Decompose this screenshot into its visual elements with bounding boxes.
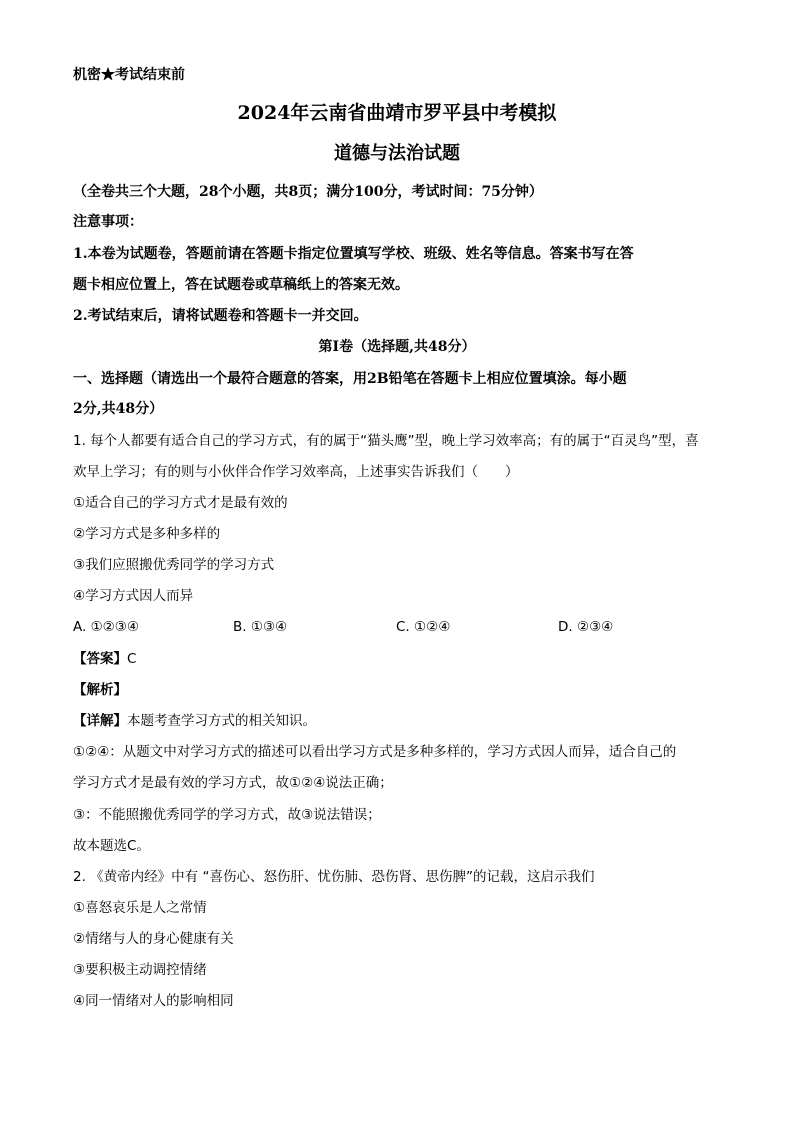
q1-analysis-tag: 【解析】 — [73, 682, 127, 698]
page-title: 2024年云南省曲靖市罗平县中考模拟 — [237, 102, 557, 124]
q1-explanation-1-line-1: ①②④：从题文中对学习方式的描述可以看出学习方式是多种多样的，学习方式因人而异，适合自己的 — [73, 744, 677, 760]
q1-statement-4: ④学习方式因人而异 — [73, 588, 194, 604]
subject-title: 道德与法治试题 — [334, 143, 460, 164]
q1-stem-line-2: 欢早上学习；有的则与小伙伴合作学习效率高，上述事实告诉我们（ ） — [73, 464, 519, 480]
note-1-line-2: 题卡相应位置上，答在试题卷或草稿纸上的答案无效。 — [73, 277, 409, 293]
q1-detail — [73, 712, 316, 730]
part1-instructions-line-1: 一、选择题（请选出一个最符合题意的答案，用2B铅笔在答题卡上相应位置填涂。每小题 — [73, 371, 627, 387]
q1-conclusion: 故本题选C。 — [73, 838, 150, 854]
q1-option-a: A. ①②③④ — [73, 619, 139, 635]
detail-text: 本题考查学习方式的相关知识。 — [127, 713, 316, 729]
q1-option-c: C. ①②④ — [396, 619, 451, 635]
answer-value: C — [127, 651, 137, 667]
q1-explanation-2: ③：不能照搬优秀同学的学习方式，故③说法错误； — [73, 807, 381, 823]
q1-statement-3: ③我们应照搬优秀同学的学习方式 — [73, 557, 275, 573]
q2-statement-4: ④同一情绪对人的影响相同 — [73, 993, 234, 1009]
q2-statement-1: ①喜怒哀乐是人之常情 — [73, 900, 207, 916]
q2-statement-2: ②情绪与人的身心健康有关 — [73, 931, 234, 947]
notes-heading: 注意事项： — [73, 214, 143, 230]
q1-explanation-1-line-2: 学习方式才是最有效的学习方式，故①②④说法正确； — [73, 775, 393, 791]
q2-stem: 2. 《黄帝内经》中有 “喜伤心、怒伤肝、忧伤肺、恐伤肾、思伤脾”的记载，这启示我们 — [73, 869, 595, 885]
detail-tag: 【详解】 — [73, 713, 127, 729]
exam-info: （全卷共三个大题，28个小题，共8页；满分100分，考试时间：75分钟） — [73, 184, 543, 200]
q2-statement-3: ③要积极主动调控情绪 — [73, 962, 207, 978]
confidential-label: 机密★考试结束前 — [73, 67, 185, 83]
q1-stem-line-1: 1. 每个人都要有适合自己的学习方式，有的属于“猫头鹰”型，晚上学习效率高；有的属于“百灵鸟”型，喜 — [73, 433, 699, 449]
q1-option-b: B. ①③④ — [233, 619, 288, 635]
note-1-line-1: 1.本卷为试题卷，答题前请在答题卡指定位置填写学校、班级、姓名等信息。答案书写在答 — [73, 246, 634, 262]
note-2: 2.考试结束后，请将试题卷和答题卡一并交回。 — [73, 308, 368, 324]
q1-answer — [73, 650, 136, 668]
q1-statement-1: ①适合自己的学习方式才是最有效的 — [73, 495, 288, 511]
q1-option-d: D. ②③④ — [558, 619, 614, 635]
q1-statement-2: ②学习方式是多种多样的 — [73, 526, 221, 542]
volume-heading: 第Ⅰ卷（选择题,共48分） — [318, 339, 476, 355]
part1-instructions-line-2: 2分,共48分） — [73, 401, 164, 417]
answer-tag: 【答案】 — [73, 651, 127, 667]
